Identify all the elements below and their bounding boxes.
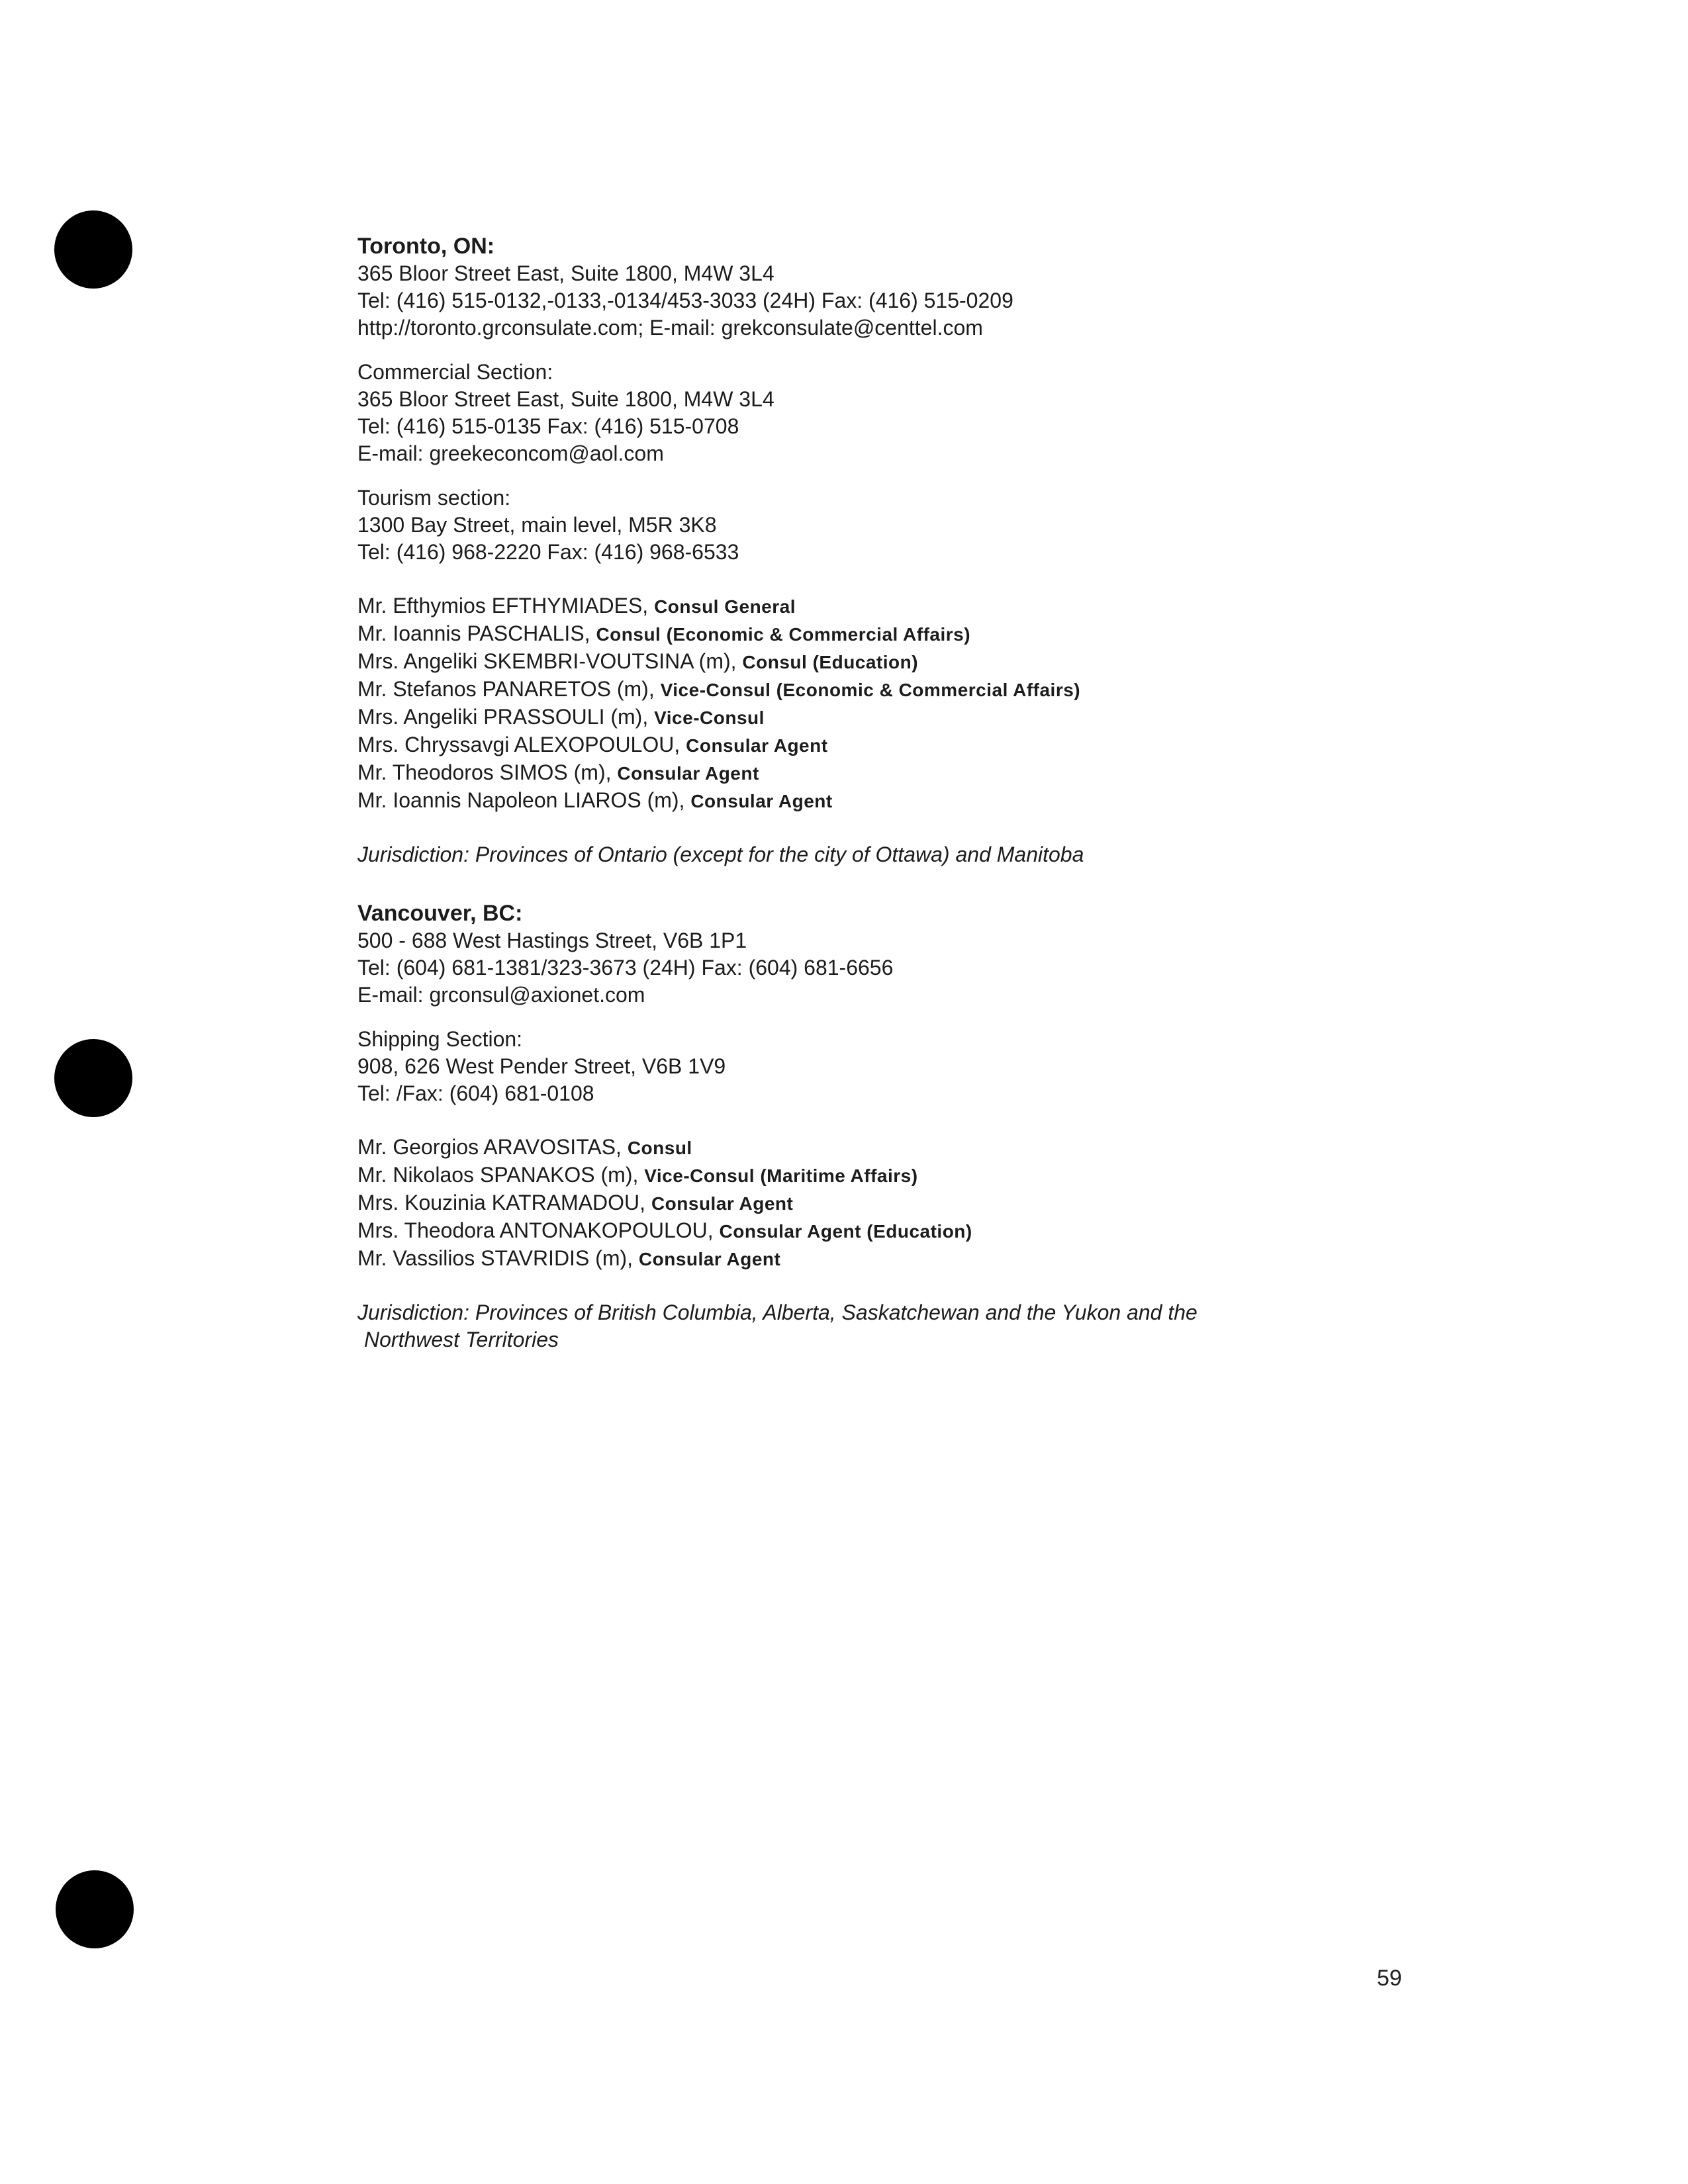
staff-role: Consul <box>627 1138 692 1158</box>
toronto-section <box>357 233 1615 868</box>
toronto-staff-list <box>357 592 1615 815</box>
commercial-section-title: Commercial Section: <box>357 360 553 384</box>
staff-role: Consul (Economic & Commercial Affairs) <box>596 624 971 645</box>
staff-role: Consular Agent <box>617 763 759 784</box>
staff-entry <box>357 1189 1615 1217</box>
vancouver-section <box>357 900 1615 1353</box>
staff-role: Consular Agent <box>686 735 828 756</box>
vancouver-phone: Tel: (604) 681-1381/323-3673 (24H) Fax: (604) 681-6656 <box>357 956 894 979</box>
staff-entry <box>357 704 1615 731</box>
vancouver-email: E-mail: grconsul@axionet.com <box>357 983 645 1007</box>
vancouver-jurisdiction <box>357 1299 1615 1353</box>
staff-name: Mr. Stefanos PANARETOS (m), <box>357 677 655 701</box>
staff-entry <box>357 676 1615 704</box>
staff-role: Vice-Consul (Economic & Commercial Affairs) <box>660 680 1081 700</box>
page-number: 59 <box>1377 1966 1402 1991</box>
tourism-phone: Tel: (416) 968-2220 Fax: (416) 968-6533 <box>357 540 739 564</box>
staff-name: Mrs. Angeliki SKEMBRI-VOUTSINA (m), <box>357 649 737 673</box>
staff-entry <box>357 620 1615 648</box>
toronto-web-email: http://toronto.grconsulate.com; E-mail: grekconsulate@centtel.com <box>357 316 983 340</box>
toronto-commercial-section <box>357 359 1615 467</box>
punch-hole-middle <box>54 1039 132 1117</box>
staff-entry <box>357 1134 1615 1161</box>
staff-name: Mr. Nikolaos SPANAKOS (m), <box>357 1163 639 1187</box>
staff-entry <box>357 759 1615 787</box>
staff-role: Consul General <box>654 596 796 617</box>
commercial-email: E-mail: greekeconcom@aol.com <box>357 441 664 465</box>
shipping-phone: Tel: /Fax: (604) 681-0108 <box>357 1081 594 1105</box>
toronto-address: 365 Bloor Street East, Suite 1800, M4W 3L4 <box>357 261 774 285</box>
vancouver-address: 500 - 688 West Hastings Street, V6B 1P1 <box>357 929 747 952</box>
staff-role: Consular Agent <box>651 1193 794 1214</box>
staff-entry <box>357 1245 1615 1273</box>
jurisdiction-text-continued: Northwest Territories <box>364 1328 559 1351</box>
shipping-section-title: Shipping Section: <box>357 1027 523 1051</box>
jurisdiction-text: Jurisdiction: Provinces of British Columbia, Alberta, Saskatchewan and the Yukon and the <box>357 1300 1197 1324</box>
vancouver-shipping-section <box>357 1026 1615 1107</box>
staff-name: Mrs. Angeliki PRASSOULI (m), <box>357 705 649 729</box>
toronto-heading: Toronto, ON: <box>357 234 495 259</box>
shipping-address: 908, 626 West Pender Street, V6B 1V9 <box>357 1054 726 1078</box>
staff-name: Mrs. Chryssavgi ALEXOPOULOU, <box>357 733 680 756</box>
staff-role: Consular Agent (Education) <box>719 1221 972 1242</box>
staff-name: Mr. Ioannis PASCHALIS, <box>357 621 590 645</box>
staff-role: Vice-Consul <box>654 707 765 728</box>
tourism-address: 1300 Bay Street, main level, M5R 3K8 <box>357 513 717 537</box>
commercial-phone: Tel: (416) 515-0135 Fax: (416) 515-0708 <box>357 414 739 438</box>
staff-role: Vice-Consul (Maritime Affairs) <box>644 1165 918 1186</box>
staff-entry <box>357 787 1615 815</box>
staff-name: Mrs. Kouzinia KATRAMADOU, <box>357 1191 646 1214</box>
tourism-section-title: Tourism section: <box>357 486 511 510</box>
document-body <box>357 233 1615 1353</box>
staff-entry <box>357 592 1615 620</box>
staff-entry <box>357 648 1615 676</box>
jurisdiction-text: Jurisdiction: Provinces of Ontario (except for the city of Ottawa) and Manitoba <box>357 842 1084 866</box>
commercial-address: 365 Bloor Street East, Suite 1800, M4W 3L4 <box>357 387 774 411</box>
staff-name: Mr. Theodoros SIMOS (m), <box>357 760 612 784</box>
staff-name: Mr. Efthymios EFTHYMIADES, <box>357 594 649 617</box>
vancouver-address-block <box>357 900 1615 1009</box>
staff-entry <box>357 1161 1615 1189</box>
staff-name: Mr. Ioannis Napoleon LIAROS (m), <box>357 788 685 812</box>
staff-name: Mr. Vassilios STAVRIDIS (m), <box>357 1246 633 1270</box>
staff-entry <box>357 731 1615 759</box>
punch-hole-top <box>54 210 132 289</box>
staff-role: Consular Agent <box>690 791 833 811</box>
toronto-jurisdiction <box>357 841 1615 868</box>
staff-name: Mrs. Theodora ANTONAKOPOULOU, <box>357 1218 714 1242</box>
vancouver-heading: Vancouver, BC: <box>357 901 523 926</box>
staff-entry <box>357 1217 1615 1245</box>
vancouver-staff-list <box>357 1134 1615 1273</box>
staff-role: Consular Agent <box>638 1249 781 1269</box>
staff-role: Consul (Education) <box>742 652 919 672</box>
punch-hole-bottom <box>56 1870 134 1948</box>
toronto-tourism-section <box>357 484 1615 566</box>
toronto-address-block <box>357 233 1615 341</box>
staff-name: Mr. Georgios ARAVOSITAS, <box>357 1135 622 1159</box>
toronto-phone: Tel: (416) 515-0132,-0133,-0134/453-3033 (24H) Fax: (416) 515-0209 <box>357 289 1013 312</box>
